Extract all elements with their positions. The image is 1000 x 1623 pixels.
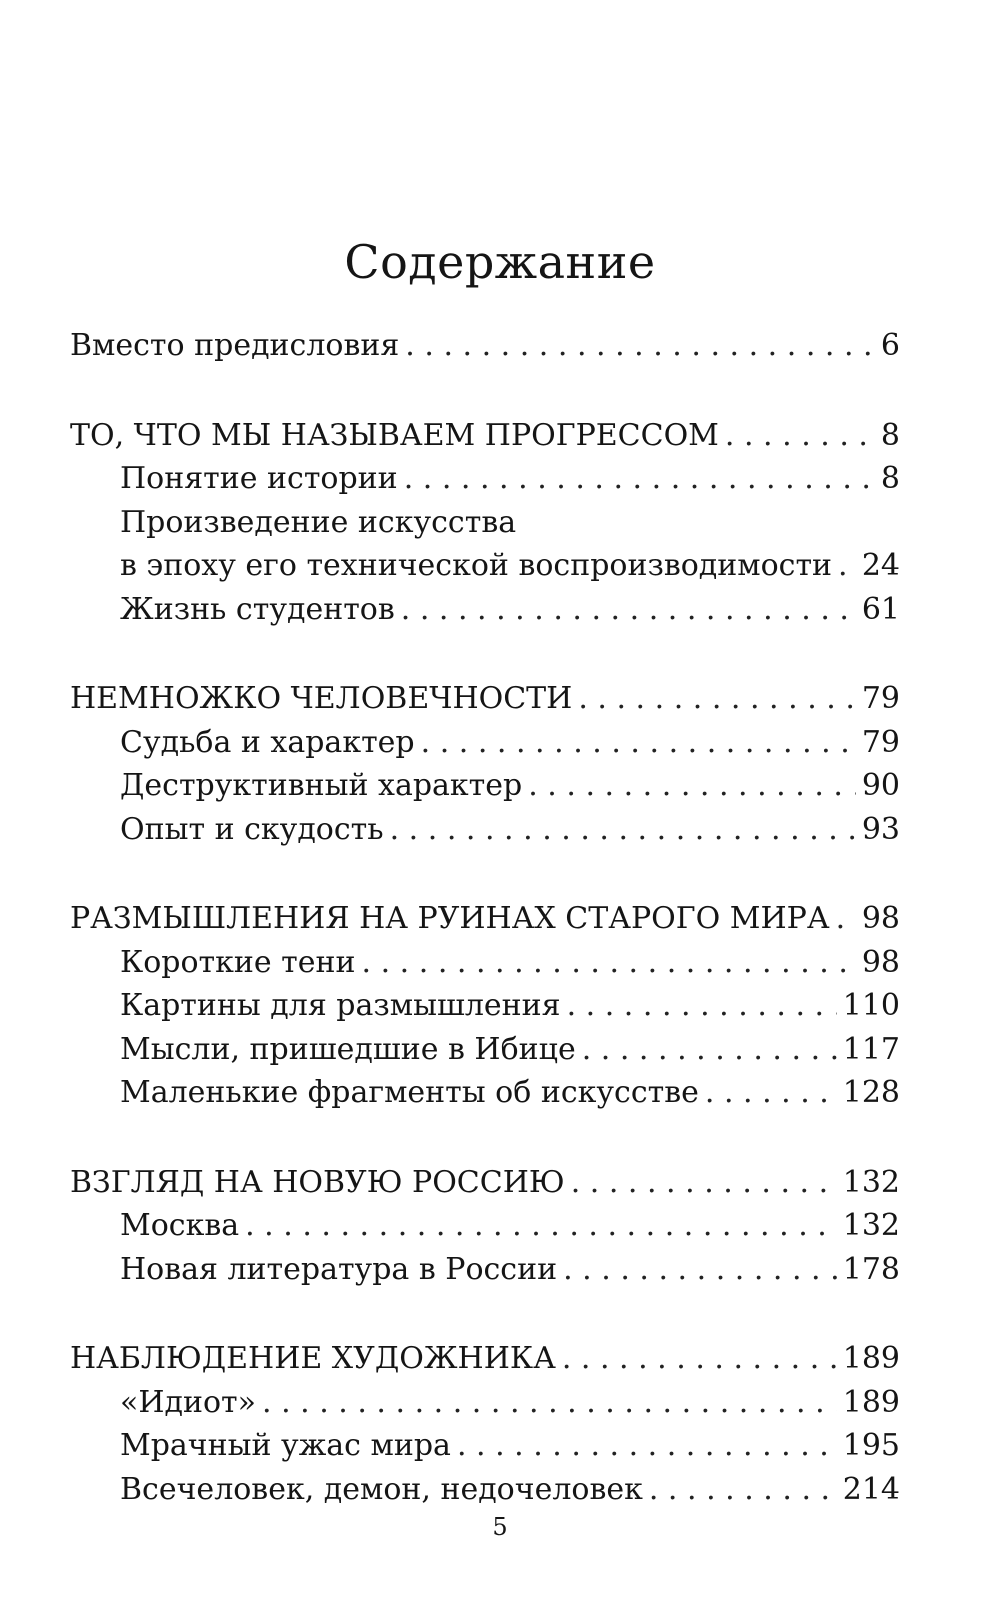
entry-page-number: 79 [861, 681, 900, 716]
entry-title: НЕМНОЖКО ЧЕЛОВЕЧНОСТИ [70, 681, 573, 716]
toc-subentry [70, 764, 900, 808]
dot-leader [262, 1381, 837, 1425]
entry-title: в эпоху его технической воспроизводимости [120, 548, 833, 583]
entry-title: Москва [120, 1208, 240, 1243]
toc-subentry [70, 1028, 900, 1072]
toc-section [70, 1161, 900, 1292]
entry-title: Вместо предисловия [70, 328, 400, 363]
entry-page-number: 117 [842, 1031, 900, 1067]
entry-page-number: 132 [842, 1208, 900, 1243]
toc-subentry [70, 721, 900, 765]
entry-page-number: 195 [842, 1428, 900, 1463]
entry-page-number: 98 [861, 901, 900, 936]
entry-title: Короткие тени [120, 944, 356, 980]
entry-title: Новая литература в России [120, 1251, 558, 1287]
dot-leader [836, 897, 856, 941]
toc-section [70, 324, 900, 368]
dot-leader [390, 808, 856, 852]
entry-page-number: 90 [861, 768, 900, 803]
toc-section [70, 897, 900, 1115]
entry-page-number: 110 [842, 988, 900, 1023]
dot-leader [457, 1424, 837, 1468]
entry-title: Произведение искусства [120, 504, 517, 540]
dot-leader [528, 764, 856, 808]
entry-title: Понятие истории [120, 461, 398, 496]
entry-title: ТО, ЧТО МЫ НАЗЫВАЕМ ПРОГРЕССОМ [70, 417, 719, 453]
toc-section [70, 677, 900, 851]
entry-page-number: 93 [861, 811, 900, 847]
dot-leader [571, 1161, 837, 1205]
entry-title: ВЗГЛЯД НА НОВУЮ РОССИЮ [70, 1164, 565, 1200]
toc-subentry [70, 941, 900, 985]
dot-leader [649, 1468, 837, 1512]
dot-leader [725, 414, 875, 458]
dot-leader [838, 544, 856, 588]
entry-title: Судьба и характер [120, 724, 415, 760]
toc-subentry [70, 1071, 900, 1115]
toc-entry [70, 677, 900, 721]
entry-page-number: 6 [880, 328, 900, 363]
dot-leader [578, 677, 855, 721]
toc-entry [70, 414, 900, 458]
toc-entry [70, 1161, 900, 1205]
toc-subentry [70, 984, 900, 1028]
dot-leader [405, 324, 875, 368]
entry-page-number: 61 [861, 591, 900, 627]
entry-page-number: 24 [861, 548, 900, 583]
dot-leader [421, 721, 856, 765]
entry-page-number: 132 [842, 1164, 900, 1200]
toc-entry [70, 324, 900, 368]
table-of-contents [70, 324, 900, 1557]
toc-section [70, 414, 900, 632]
dot-leader [401, 588, 856, 632]
entry-title: Мысли, пришедшие в Ибице [120, 1031, 576, 1067]
toc-subentry [70, 808, 900, 852]
toc-subentry [70, 1424, 900, 1468]
dot-leader [582, 1028, 837, 1072]
toc-subentry [70, 1468, 900, 1512]
entry-page-number: 189 [842, 1384, 900, 1420]
entry-title: Деструктивный характер [120, 768, 523, 803]
entry-title: Картины для размышления [120, 988, 561, 1023]
entry-page-number: 8 [880, 461, 900, 496]
entry-page-number: 178 [842, 1251, 900, 1287]
toc-entry [70, 897, 900, 941]
dot-leader [245, 1204, 837, 1248]
dot-leader [563, 1248, 837, 1292]
entry-page-number: 128 [842, 1075, 900, 1110]
entry-page-number: 8 [880, 417, 900, 453]
entry-title: Мрачный ужас мира [120, 1428, 451, 1463]
entry-title: РАЗМЫШЛЕНИЯ НА РУИНАХ СТАРОГО МИРА [70, 901, 830, 936]
toc-subentry [70, 457, 900, 501]
dot-leader [362, 941, 856, 985]
toc-subentry [70, 588, 900, 632]
entry-title: Опыт и скудость [120, 811, 384, 847]
entry-page-number: 98 [861, 944, 900, 980]
page-number: 5 [492, 1513, 508, 1541]
toc-subentry [70, 544, 900, 588]
entry-title: Маленькие фрагменты об искусстве [120, 1075, 699, 1110]
dot-leader [404, 457, 875, 501]
toc-subentry [70, 1248, 900, 1292]
entry-page-number: 189 [842, 1341, 900, 1376]
entry-page-number: 214 [842, 1471, 900, 1507]
entry-title: «Идиот» [120, 1384, 256, 1420]
page-title: Содержание [344, 235, 656, 289]
dot-leader [562, 1337, 837, 1381]
toc-subentry [70, 1381, 900, 1425]
toc-section [70, 1337, 900, 1511]
entry-title: Жизнь студентов [120, 591, 395, 627]
toc-entry [70, 1337, 900, 1381]
entry-page-number: 79 [861, 724, 900, 760]
dot-leader [705, 1071, 837, 1115]
entry-title: НАБЛЮДЕНИЕ ХУДОЖНИКА [70, 1341, 556, 1376]
dot-leader [567, 984, 837, 1028]
entry-title: Всечеловек, демон, недочеловек [120, 1471, 643, 1507]
toc-subentry [70, 1204, 900, 1248]
toc-subentry [70, 501, 900, 545]
